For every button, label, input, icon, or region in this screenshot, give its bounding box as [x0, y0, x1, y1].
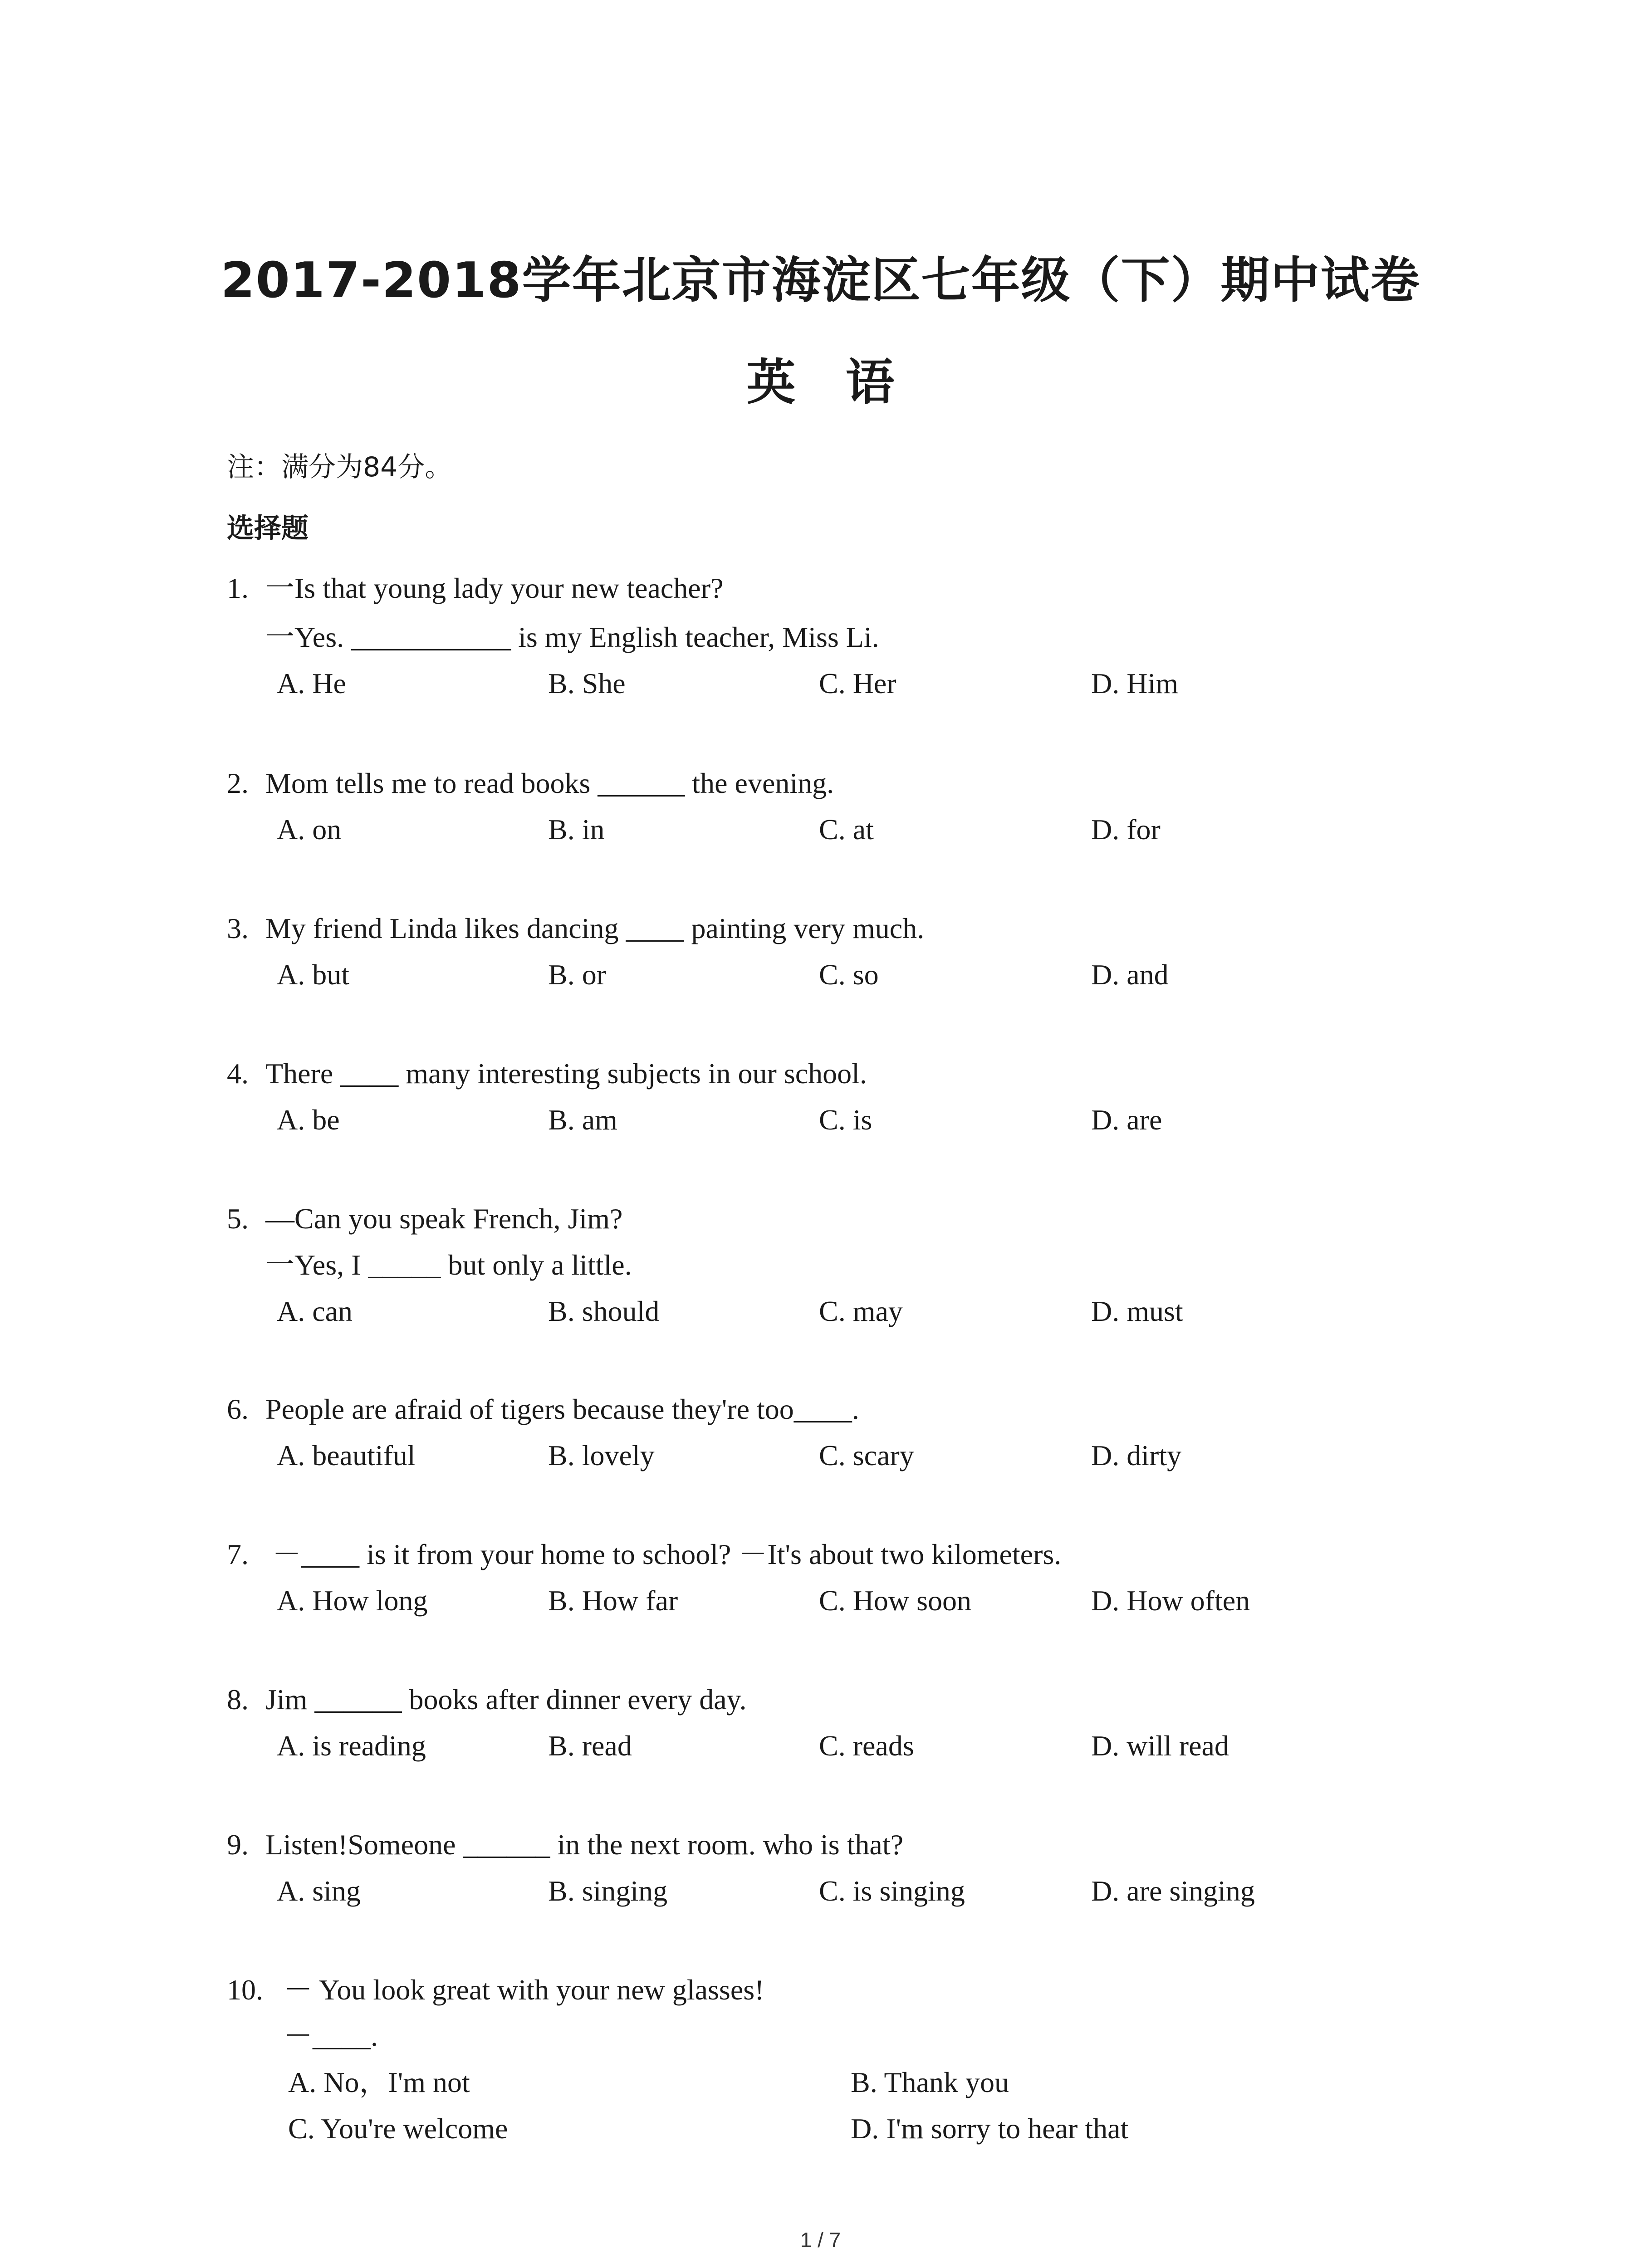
- question-number: 6.: [227, 1393, 249, 1425]
- page-number: 1 / 7: [800, 2228, 841, 2252]
- option-c: C. may: [819, 1295, 903, 1327]
- option-b: B. How far: [548, 1584, 678, 1617]
- option-a: A. be: [277, 1104, 340, 1136]
- question-stem: People are afraid of tigers because they're too____.: [265, 1393, 859, 1425]
- question-number: 8.: [227, 1683, 249, 1716]
- option-c: C. scary: [819, 1439, 914, 1471]
- option-b: B. Thank you: [851, 2066, 1009, 2098]
- question-stem: Listen!Someone ______ in the next room. who is that?: [265, 1828, 903, 1861]
- option-c: C. How soon: [819, 1584, 972, 1617]
- option-a: A. but: [277, 958, 349, 991]
- option-a: A. sing: [277, 1875, 361, 1907]
- option-b: B. singing: [548, 1875, 668, 1907]
- question-stem: 一Is that young lady your new teacher?: [265, 572, 724, 604]
- question-stem: There ____ many interesting subjects in our school.: [265, 1057, 867, 1090]
- option-c: C. reads: [819, 1730, 914, 1762]
- question-stem: My friend Linda likes dancing ____ painting very much.: [265, 912, 925, 944]
- question-stem: Mom tells me to read books ______ the evening.: [265, 767, 834, 799]
- option-a: A. How long: [277, 1584, 428, 1617]
- score-note: 注：满分为84分。: [227, 451, 452, 483]
- option-c: C. so: [819, 958, 879, 991]
- option-a: A. He: [277, 667, 346, 699]
- question-stem: —Can you speak French, Jim?: [265, 1202, 623, 1235]
- option-b: B. or: [548, 958, 606, 991]
- option-c: C. You're welcome: [288, 2112, 508, 2145]
- option-c: C. is: [819, 1104, 872, 1136]
- question-number: 3.: [227, 912, 249, 944]
- question-number: 5.: [227, 1202, 249, 1235]
- exam-title: 2017-2018学年北京市海淀区七年级（下）期中试卷: [220, 252, 1421, 309]
- option-b: B. lovely: [548, 1439, 655, 1471]
- question-stem: Jim ______ books after dinner every day.: [265, 1683, 747, 1716]
- question-stem: －____ is it from your home to school? －It's about two kilometers.: [272, 1538, 1062, 1570]
- option-b: B. in: [548, 813, 605, 846]
- option-c: C. Her: [819, 667, 896, 699]
- question-stem: 一Yes. ___________ is my English teacher, Miss Li.: [265, 621, 879, 653]
- option-d: D. are: [1091, 1104, 1162, 1136]
- option-d: D. and: [1091, 958, 1169, 991]
- question-number: 4.: [227, 1057, 249, 1090]
- option-d: D. Him: [1091, 667, 1178, 699]
- option-d: D. must: [1091, 1295, 1183, 1327]
- option-b: B. She: [548, 667, 626, 699]
- option-b: B. read: [548, 1730, 632, 1762]
- section-heading: 选择题: [227, 513, 309, 544]
- question-number: 1.: [227, 572, 249, 604]
- option-d: D. dirty: [1091, 1439, 1182, 1471]
- option-c: C. at: [819, 813, 874, 846]
- option-a: A. is reading: [277, 1730, 426, 1762]
- question-stem: － You look great with your new glasses!: [284, 1974, 764, 2006]
- question-number: 9.: [227, 1828, 249, 1861]
- option-a: A. beautiful: [277, 1439, 416, 1471]
- question-stem: －____.: [284, 2020, 378, 2052]
- exam-subject: 英语: [746, 354, 945, 411]
- question-number: 2.: [227, 767, 249, 799]
- option-a: A. can: [277, 1295, 353, 1327]
- question-number: 7.: [227, 1538, 249, 1570]
- option-d: D. How often: [1091, 1584, 1250, 1617]
- option-d: D. for: [1091, 813, 1161, 846]
- option-a: A. No，I'm not: [288, 2066, 470, 2098]
- question-number: 10.: [227, 1974, 263, 2006]
- option-b: B. am: [548, 1104, 617, 1136]
- option-d: D. will read: [1091, 1730, 1229, 1762]
- question-stem: 一Yes, I _____ but only a little.: [265, 1249, 632, 1281]
- option-d: D. are singing: [1091, 1875, 1255, 1907]
- option-a: A. on: [277, 813, 342, 846]
- option-c: C. is singing: [819, 1875, 965, 1907]
- option-b: B. should: [548, 1295, 660, 1327]
- option-d: D. I'm sorry to hear that: [851, 2112, 1129, 2145]
